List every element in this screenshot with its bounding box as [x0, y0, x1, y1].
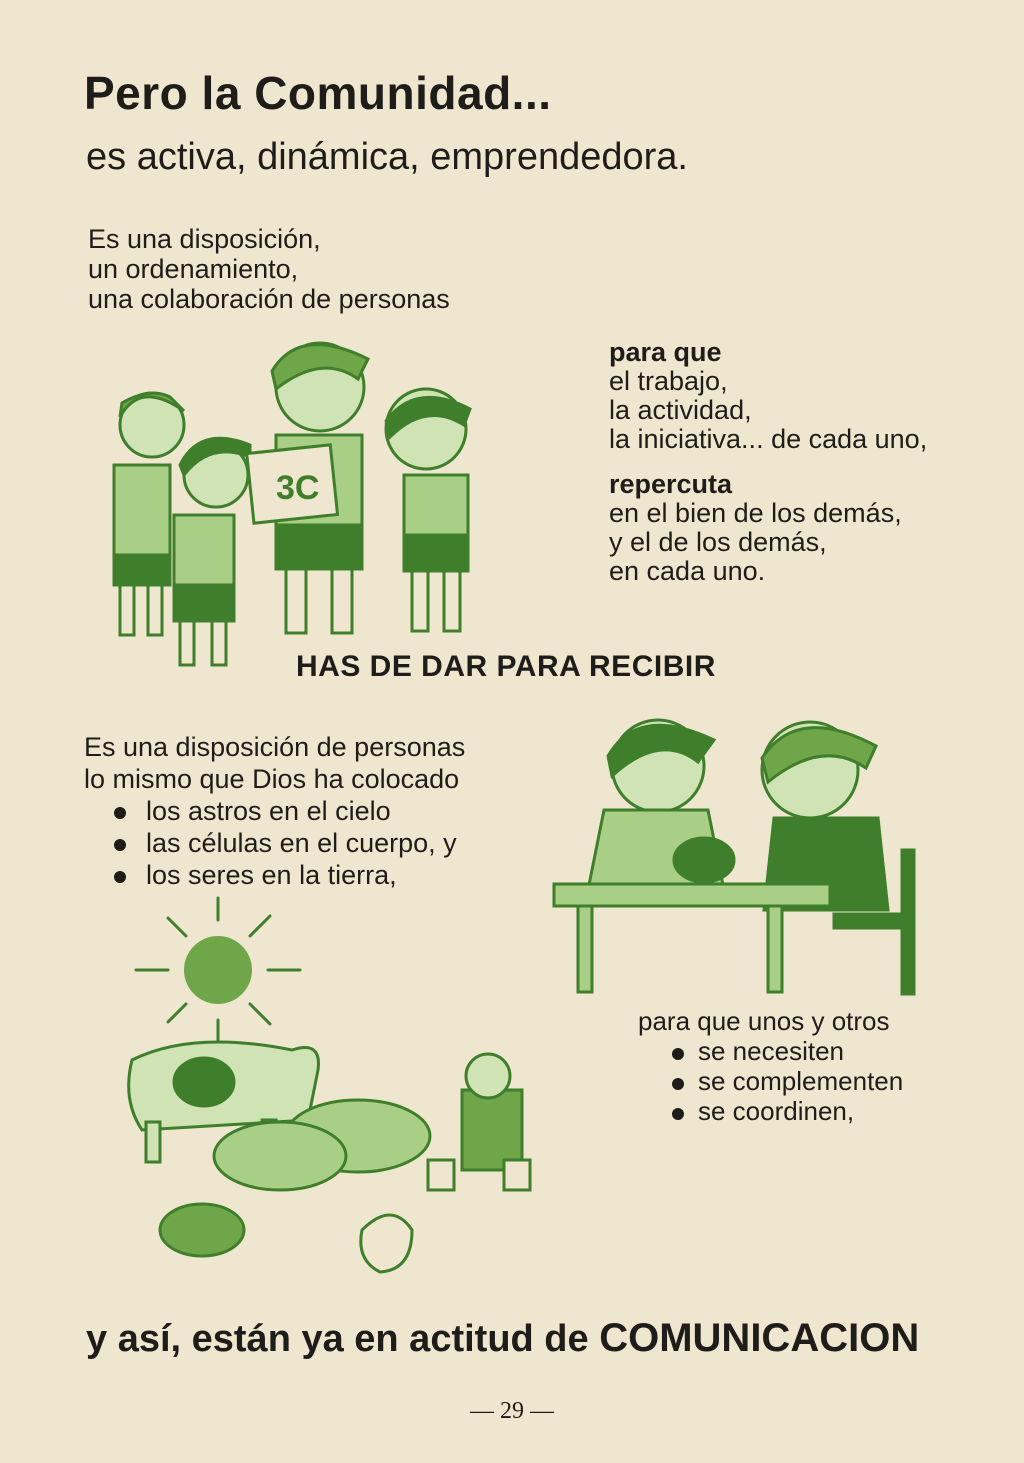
closing-emphasis: COMUNICACION [599, 1316, 920, 1360]
purpose-result: en cada uno. [609, 556, 766, 586]
mutual-list [638, 1036, 903, 1126]
order-line: Es una disposición de personas [84, 732, 466, 762]
purpose-result: y el de los demás, [609, 527, 827, 557]
intro-line: un ordenamiento, [88, 254, 299, 284]
intro-paragraph [88, 224, 450, 314]
closing-line [86, 1316, 919, 1361]
mutual-paragraph [638, 1006, 903, 1126]
intro-line: una colaboración de personas [88, 284, 450, 314]
purpose-result: en el bien de los demás, [609, 498, 902, 528]
intro-line: Es una disposición, [88, 224, 321, 254]
farm-animals-illustration [112, 1010, 552, 1310]
purpose-item: la actividad, [609, 395, 752, 425]
purpose-item: la iniciativa... de cada uno, [609, 424, 928, 454]
page-subtitle: es activa, dinámica, emprendedora. [86, 136, 688, 178]
purpose-item: el trabajo, [609, 366, 728, 396]
order-line: lo mismo que Dios ha colocado [84, 764, 460, 794]
list-item: los seres en la tierra, [84, 859, 465, 891]
purpose-verb: repercuta [609, 469, 733, 499]
closing-text: y así, están ya en actitud de [86, 1318, 589, 1360]
mutual-lead: para que unos y otros [638, 1006, 890, 1036]
page-number: — 29 — [470, 1398, 554, 1424]
list-item: se complementen [638, 1066, 903, 1096]
children-group-illustration [100, 325, 540, 685]
book-label: 3C [276, 469, 320, 507]
list-item: se coordinen, [638, 1096, 903, 1126]
purpose-lead: para que [609, 337, 722, 367]
list-item: las células en el cuerpo, y [84, 827, 465, 859]
list-item: se necesiten [638, 1036, 903, 1066]
page-title: Pero la Comunidad... [84, 67, 552, 119]
list-item: los astros en el cielo [84, 795, 465, 827]
order-list [84, 795, 465, 891]
order-paragraph [84, 731, 465, 891]
purpose-paragraph [609, 338, 927, 586]
boys-at-table-illustration [548, 700, 928, 1000]
slogan: HAS DE DAR PARA RECIBIR [296, 650, 716, 683]
